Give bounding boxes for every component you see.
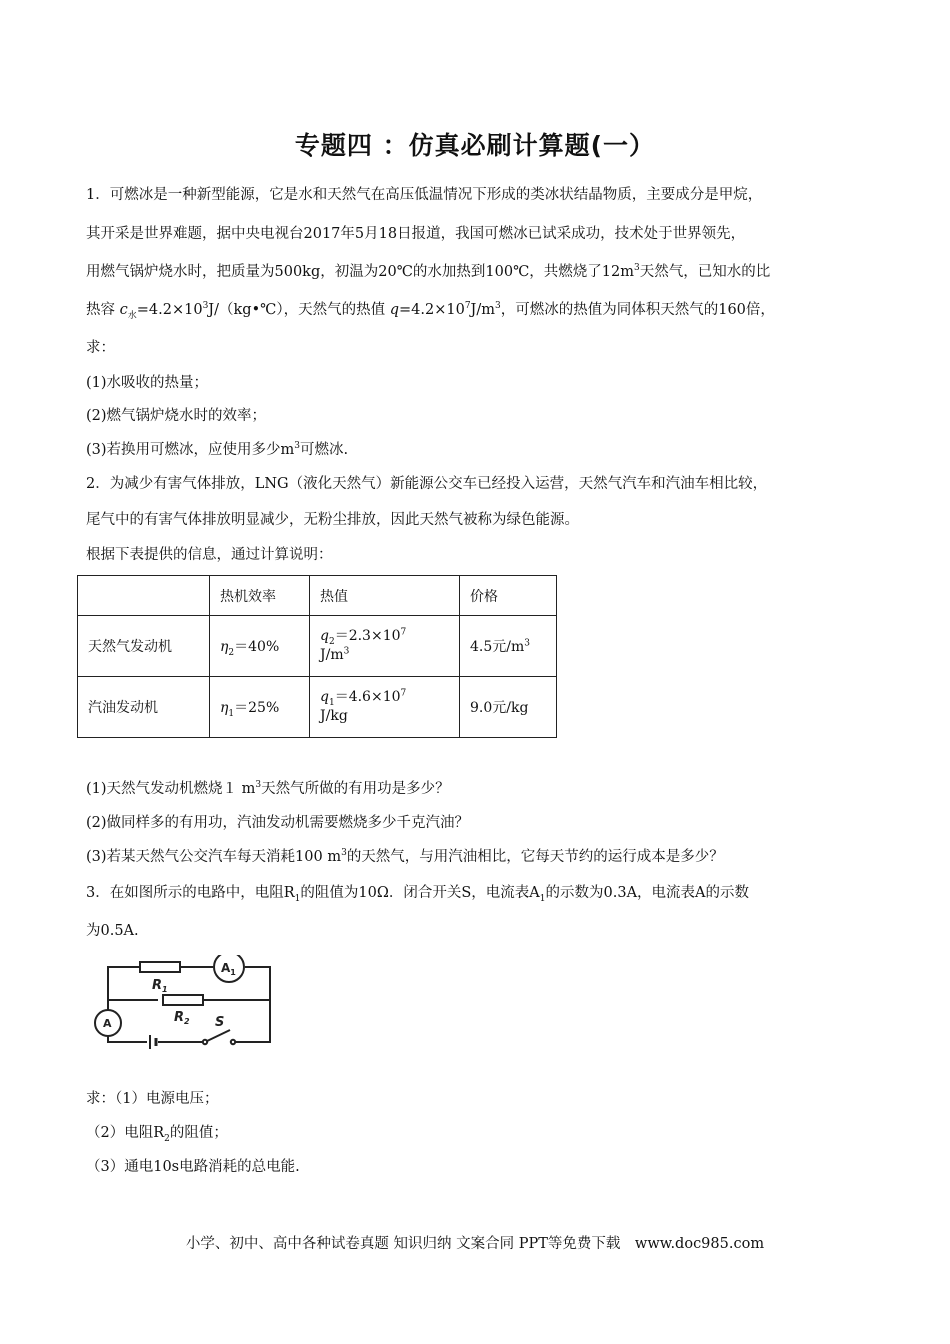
switch-lever [205, 1030, 230, 1042]
switch-pivot [203, 1040, 207, 1044]
q3-sub-2: （2）电阻$R_2$的阻值； [86, 1125, 228, 1144]
q1-line-4: 热容 $c_水=4.2\times 10^3J/(kg•℃)$，天然气的热值 $q=4.2\times 10^7J/m^3$，可燃冰的热值为同体积天然气的160倍， [86, 301, 775, 321]
table-cell-efficiency: $\eta_2=40\%$ [210, 616, 310, 677]
comparison-table [77, 575, 557, 738]
q1-line-3: 用燃气锅炉烧水时，把质量为500kg，初温为20℃的水加热到100℃，共燃烧了$12m^3$天然气，已知水的比 [86, 263, 771, 280]
switch-contact [231, 1040, 235, 1044]
label-s: S [215, 1015, 225, 1030]
q3-sub-1: 求：（1）电源电压； [86, 1091, 219, 1107]
q2-line-1: 2．为减少有害气体排放，LNG（液化天然气）新能源公交车已经投入运营，天然气汽车和汽油车相比较， [86, 476, 768, 492]
q2-sub-3: (3)若某天然气公交汽车每天消耗100 $m^3$的天然气，与用汽油相比，它每天节约的运行成本是多少？ [86, 848, 724, 865]
table-header-row [78, 576, 557, 616]
label-a: A [103, 1017, 112, 1030]
table-cell-efficiency: $\eta_1=25\%$ [210, 677, 310, 738]
label-r1: $R_1$ [152, 978, 168, 994]
table-header-cell: 价格 [460, 576, 557, 616]
q1-line-5: 求： [86, 340, 115, 356]
q1-sub-1: (1)水吸收的热量； [86, 375, 209, 391]
q2-sub-1: (1)天然气发动机燃烧１ $m^3$天然气所做的有用功是多少？ [86, 780, 450, 797]
table-row [78, 616, 557, 677]
table-header-cell: 热机效率 [210, 576, 310, 616]
q1-sub-2: (2)燃气锅炉烧水时的效率； [86, 408, 267, 424]
page-footer: 小学、初中、高中各种试卷真题 知识归纳 文案合同 PPT等免费下载 www.doc985.com [185, 1236, 765, 1252]
circuit-diagram [88, 955, 278, 1060]
page-title: 专题四 ：仿真必刷计算题(一） [294, 131, 656, 160]
label-a1: $A_1$ [221, 961, 236, 977]
q2-sub-2: (2)做同样多的有用功，汽油发动机需要燃烧多少千克汽油？ [86, 815, 470, 831]
q3-line-2: 为0.5A. [86, 923, 139, 939]
wire-top-left [108, 967, 140, 1011]
q2-line-2: 尾气中的有害气体排放明显减少，无粉尘排放，因此天然气被称为绿色能源。 [86, 512, 579, 528]
table-header-cell: 热值 [310, 576, 460, 616]
q3-sub-3: （3）通电10s电路消耗的总电能. [86, 1159, 300, 1175]
q1-sub-3: (3)若换用可燃冰，应使用多少$m^3$可燃冰. [86, 441, 349, 458]
table-header-cell [78, 576, 210, 616]
table-cell-price: 9.0元/kg [460, 677, 557, 738]
label-r2: $R_2$ [174, 1010, 190, 1026]
q1-line-2: 其开采是世界难题，据中央电视台2017年5月18日报道，我国可燃冰已试采成功，技术处于世界领先， [86, 226, 746, 242]
table-cell-name: 汽油发动机 [78, 677, 210, 738]
resistor-r1 [140, 962, 180, 972]
wire-bottom-left [108, 1035, 147, 1042]
table-cell-heat-value: $q_2=2.3\times 10^7$ $J/m^3$ [310, 616, 460, 677]
q2-line-3: 根据下表提供的信息，通过计算说明： [86, 547, 333, 563]
resistor-r2 [163, 995, 203, 1005]
table-row [78, 677, 557, 738]
table-cell-name: 天然气发动机 [78, 616, 210, 677]
q3-line-1: 3．在如图所示的电路中，电阻$R_1$的阻值为10Ω．闭合开关S，电流表$A_1$的示数为0.3A，电流表A的示数 [86, 885, 750, 904]
q1-line-1: 1．可燃冰是一种新型能源，它是水和天然气在高压低温情况下形成的类冰状结晶物质，主要成分是甲烷， [86, 187, 763, 203]
table-cell-price: 4.5元$/m^3$ [460, 616, 557, 677]
table-cell-heat-value: $q_1=4.6\times 10^7$ J/kg [310, 677, 460, 738]
